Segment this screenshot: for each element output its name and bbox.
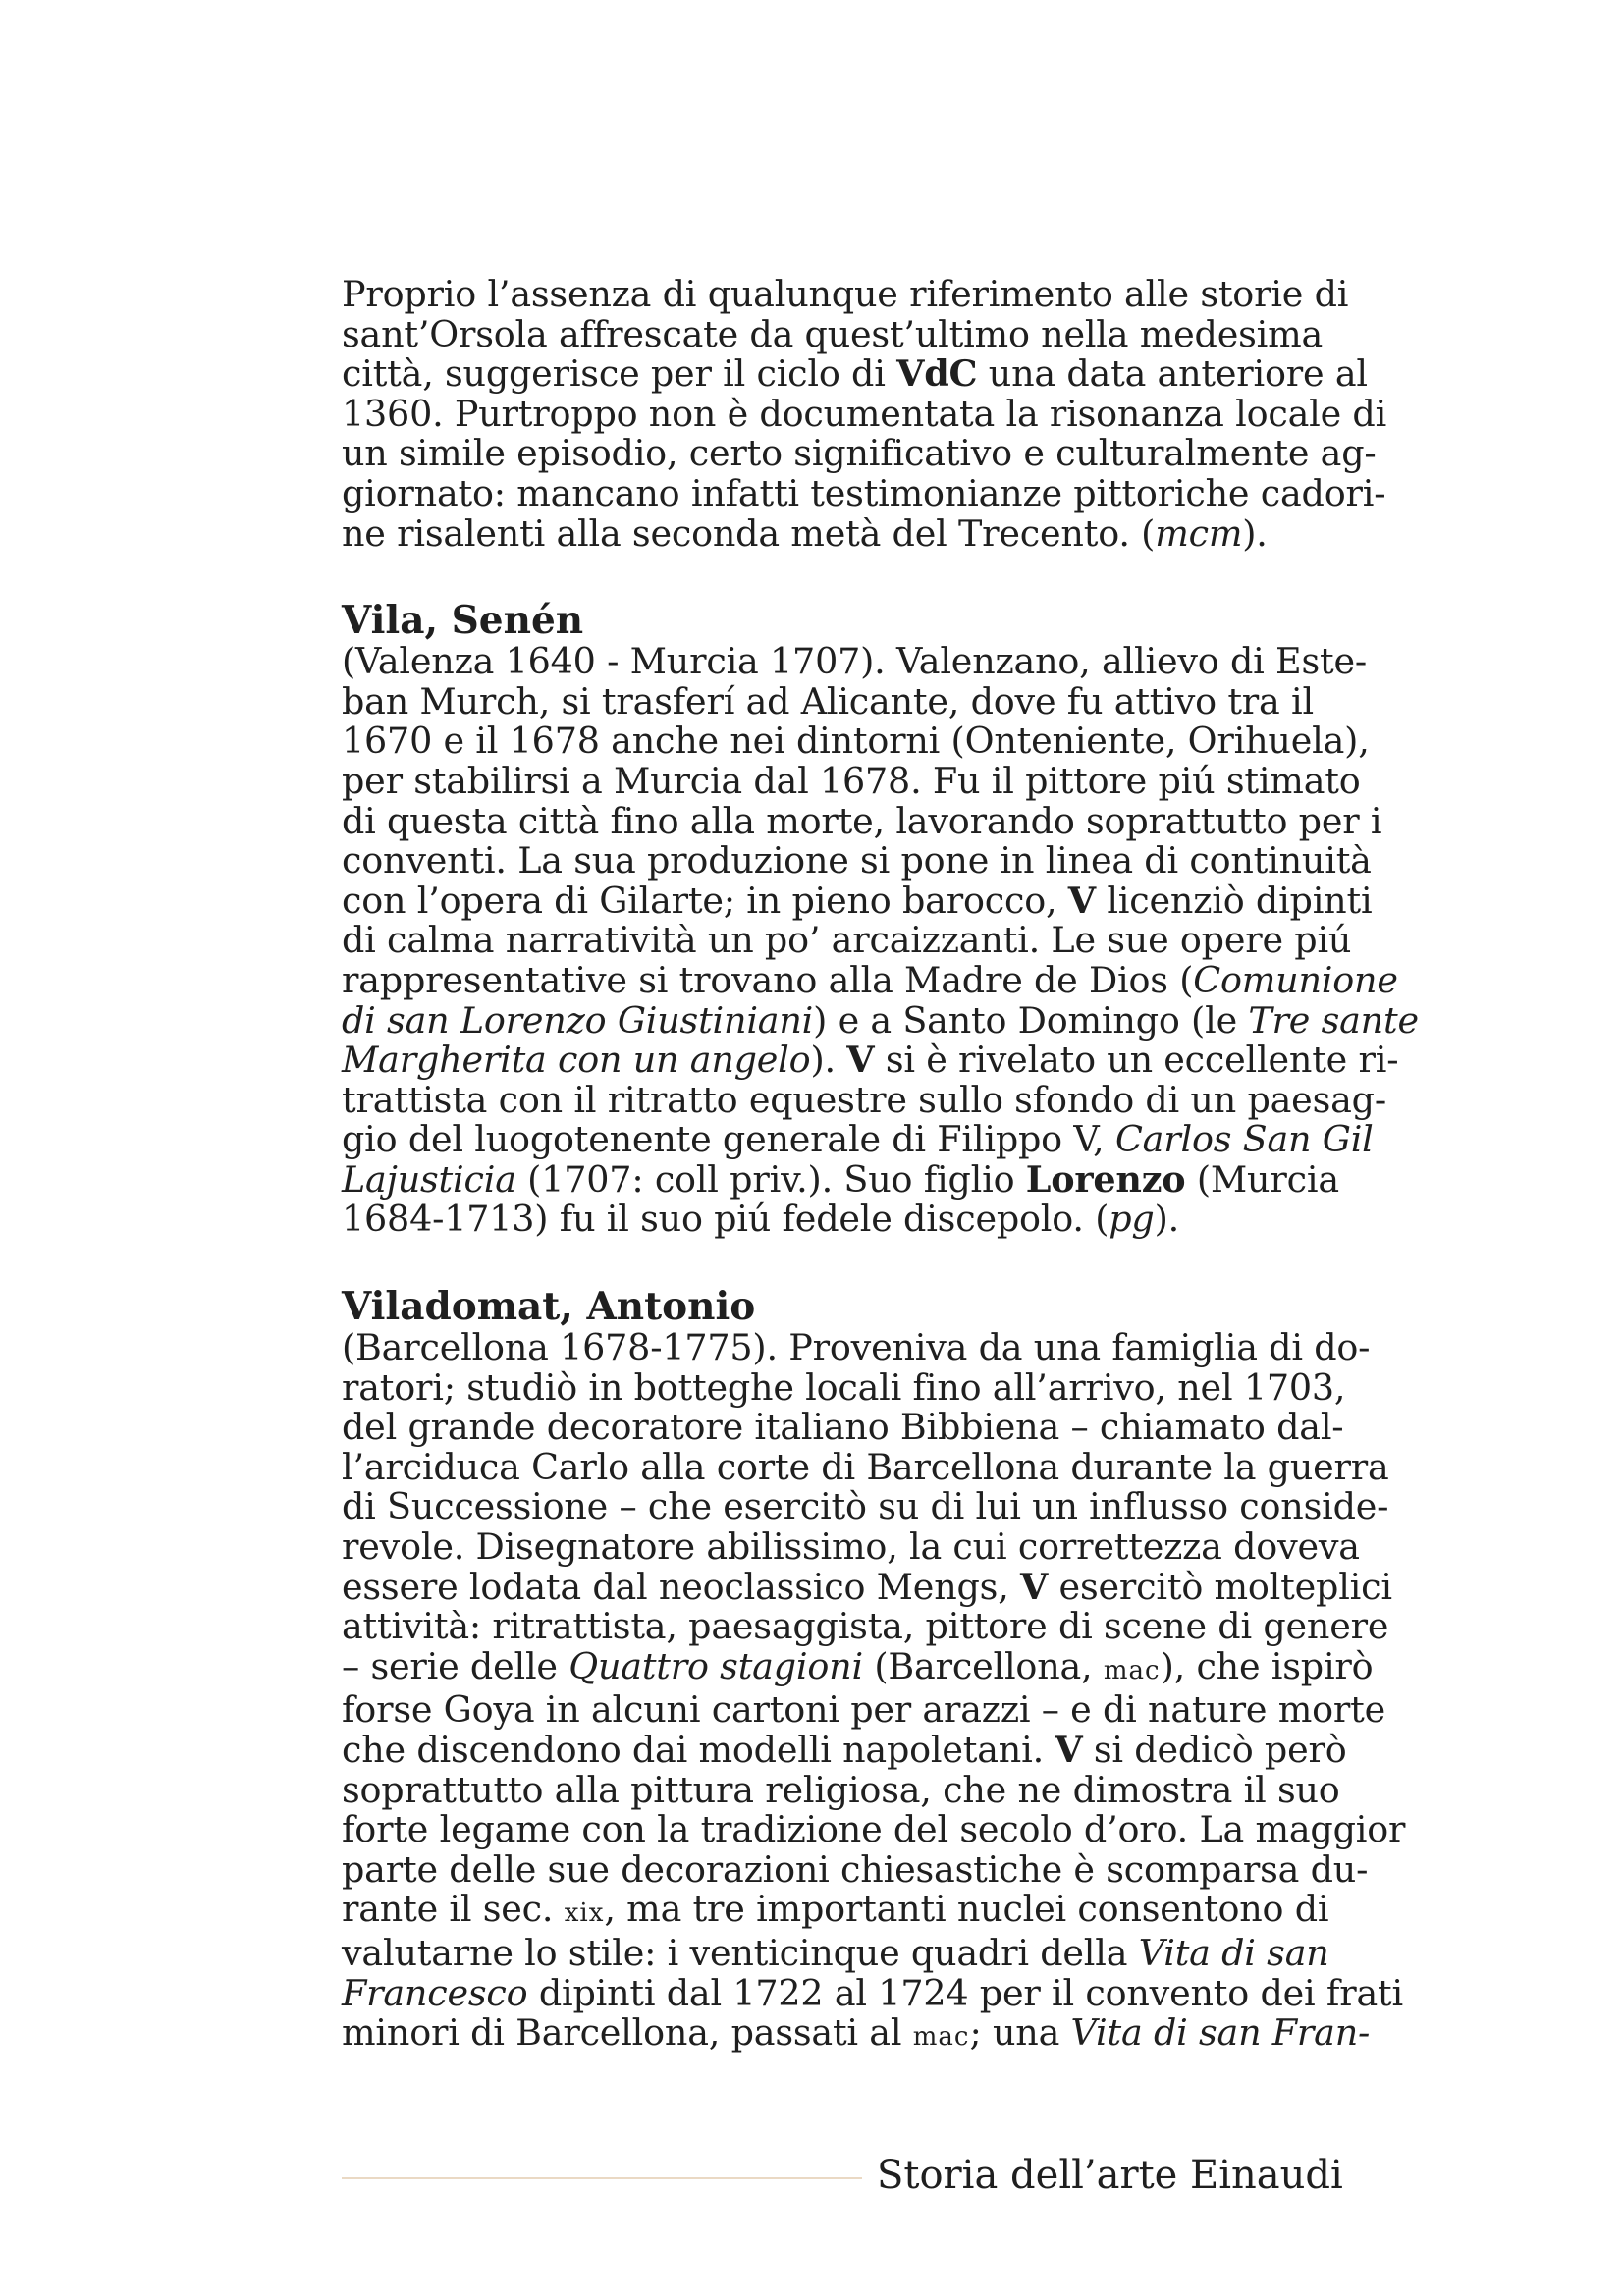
text-line [342,1485,1389,1528]
text-run: gio del luogotenente generale di Filippo V, [342,1118,1115,1161]
text-run: ). [810,1039,847,1082]
text-run: si dedicò però [1082,1729,1347,1771]
entry-viladomat-antonio [342,1284,1406,2057]
footer-publisher: Storia dell’arte Einaudi [877,2153,1343,2198]
small-caps-text: xix [564,1898,605,1929]
text-run: ) e a Santo Domingo (le [813,998,1249,1041]
text-line [342,1326,1371,1369]
text-run: – serie delle [342,1644,569,1687]
text-line [342,679,1314,722]
italic-text: Comunione [1193,958,1398,1001]
text-run: soprattutto alla pittura religiosa, che ne dimostra il suo [342,1768,1340,1811]
text-run: giornato: mancano infatti testimonianze pittoriche cadori- [342,471,1386,514]
text-run: dipinti dal 1722 al 1724 per il convento dei frati [527,1971,1403,2014]
text-line [342,799,1382,842]
text-run: trattista con il ritratto equestre sullo sfondo di un paesag- [342,1078,1386,1121]
text-run: sant’Orsola affrescate da quest’ultimo nella medesima [342,312,1324,355]
text-run: (Valenza 1640 - Murcia 1707). Valenzano, allievo di Este- [342,640,1367,683]
text-line [342,720,1370,763]
document-page [342,273,1419,2057]
entry-vila-senen [342,598,1419,1241]
entry-body [342,1326,1406,2057]
text-run: ratori; studiò in botteghe locali fino all’arrivo, nel 1703, [342,1365,1346,1409]
text-line [342,1688,1386,1732]
text-line [342,958,1398,1001]
italic-text: Tre sante [1248,998,1419,1041]
text-run: 1670 e il 1678 anche nei dintorni (Onteniente, Orihuela), [342,720,1370,763]
text-run: con l’opera di Gilarte; in pieno barocco, [342,879,1068,922]
text-run: che discendono dai modelli napoletani. [342,1729,1055,1771]
text-run: (1707: coll priv.). Suo figlio [515,1157,1026,1201]
text-line [342,511,1299,555]
text-run: conventi. La sua produzione si pone in linea di continuità [342,839,1372,882]
text-line [342,1808,1406,1851]
italic-text: Margherita con un angelo [342,1039,811,1082]
text-run: ). [1242,511,1268,555]
text-line [342,1525,1360,1569]
bold-text: VdC [896,352,978,396]
footer-rule [342,2177,862,2179]
text-run: ). [1154,1198,1180,1241]
text-run: valutarne lo stile: i venticinque quadri della [342,1931,1139,1974]
italic-text: Vita di san [1138,1931,1329,1974]
italic-text: mcm [1155,511,1243,555]
text-line [342,1971,1403,2014]
text-run: di calma narratività un po’ arcaizzanti. Le sue opere piú [342,919,1352,962]
text-line [342,1078,1386,1121]
text-run: si è rivelato un eccellente ri- [874,1039,1399,1082]
italic-text: di san Lorenzo Giustiniani [342,998,814,1041]
text-run: Proprio l’assenza di qualunque riferimento alle storie di [342,273,1349,315]
small-caps-text: mac [1103,1655,1161,1685]
text-line [342,759,1361,802]
entry-title: Vila, Senén [342,598,584,644]
text-run: di Successione – che esercitò su di lui un influsso conside- [342,1485,1389,1528]
text-line [342,1888,1329,1934]
text-line [342,1118,1374,1161]
text-run: , ma tre importanti nuclei consentono di [604,1888,1329,1931]
italic-text: Francesco [342,1971,528,2014]
text-line [342,1729,1347,1771]
text-run: forse Goya in alcuni cartoni per arazzi – e di nature morte [342,1688,1386,1732]
text-run: rante il sec. [342,1888,565,1931]
text-line [342,1644,1374,1691]
text-line [342,1365,1346,1409]
text-run: revole. Disegnatore abilissimo, la cui correttezza doveva [342,1525,1360,1569]
italic-text: Vita di san Fran- [1070,2011,1371,2055]
text-line [342,1931,1329,1974]
text-run: ne risalenti alla seconda metà del Trecento. ( [342,511,1156,555]
text-line [342,312,1324,355]
text-line [342,1445,1389,1488]
text-run: (Barcellona, [862,1644,1104,1687]
text-line [342,1157,1339,1201]
bold-text: Lorenzo [1025,1157,1186,1201]
italic-text: Carlos San Gil [1114,1118,1374,1161]
entry-title: Viladomat, Antonio [342,1284,756,1330]
text-line [342,998,1419,1041]
text-line [342,352,1368,396]
text-run: rappresentative si trovano alla Madre de Dios ( [342,958,1194,1001]
text-line [342,392,1387,435]
text-line [342,1406,1344,1449]
text-run: l’arciduca Carlo alla corte di Barcellona durante la guerra [342,1445,1389,1488]
text-line [342,879,1373,922]
bold-text: V [1020,1565,1049,1608]
italic-text: Lajusticia [342,1157,516,1201]
text-run: attività: ritrattista, paesaggista, pittore di scene di genere [342,1605,1389,1648]
text-run: ; una [969,2011,1071,2055]
text-line [342,1768,1340,1811]
intro-paragraph [342,273,1387,555]
italic-text: pg [1109,1198,1155,1241]
text-line [342,839,1372,882]
text-run: parte delle sue decorazioni chiesastiche è scomparsa du- [342,1847,1369,1891]
text-run: forte legame con la tradizione del secolo d’oro. La maggior [342,1808,1406,1851]
text-line [342,1605,1389,1648]
text-run: minori di Barcellona, passati al [342,2011,913,2055]
text-line [342,1847,1369,1891]
bold-text: V [1055,1729,1083,1771]
text-line [342,640,1367,683]
text-line [342,1039,1399,1082]
text-line [342,2011,1371,2057]
text-run: essere lodata dal neoclassico Mengs, [342,1565,1021,1608]
bold-text: V [846,1039,875,1082]
text-run: 1360. Purtroppo non è documentata la risonanza locale di [342,392,1387,435]
entry-body [342,640,1419,1241]
text-run: esercitò molteplici [1048,1565,1392,1608]
text-run: di questa città fino alla morte, lavorando soprattutto per i [342,799,1382,842]
text-line [342,432,1377,475]
text-run: per stabilirsi a Murcia dal 1678. Fu il pittore piú stimato [342,759,1361,802]
bold-text: V [1067,879,1096,922]
text-line [342,273,1349,315]
text-line [342,1565,1392,1608]
text-run: ban Murch, si trasferí ad Alicante, dove fu attivo tra il [342,679,1314,722]
text-run: del grande decoratore italiano Bibbiena – chiamato dal- [342,1406,1344,1449]
text-line [342,919,1352,962]
text-run: un simile episodio, certo significativo e culturalmente ag- [342,432,1377,475]
text-line [342,1200,1299,1240]
text-run: 1684-1713) fu il suo piú fedele discepolo. ( [342,1198,1109,1241]
small-caps-text: mac [912,2022,970,2053]
italic-text: Quattro stagioni [568,1644,863,1687]
text-run: (Murcia [1185,1157,1339,1201]
text-run: licenziò dipinti [1095,879,1373,922]
text-run: ), che ispirò [1160,1644,1374,1687]
text-run: città, suggerisce per il ciclo di [342,352,897,396]
text-line [342,471,1386,514]
text-run: una data anteriore al [977,352,1368,396]
text-run: (Barcellona 1678-1775). Proveniva da una famiglia di do- [342,1326,1371,1369]
